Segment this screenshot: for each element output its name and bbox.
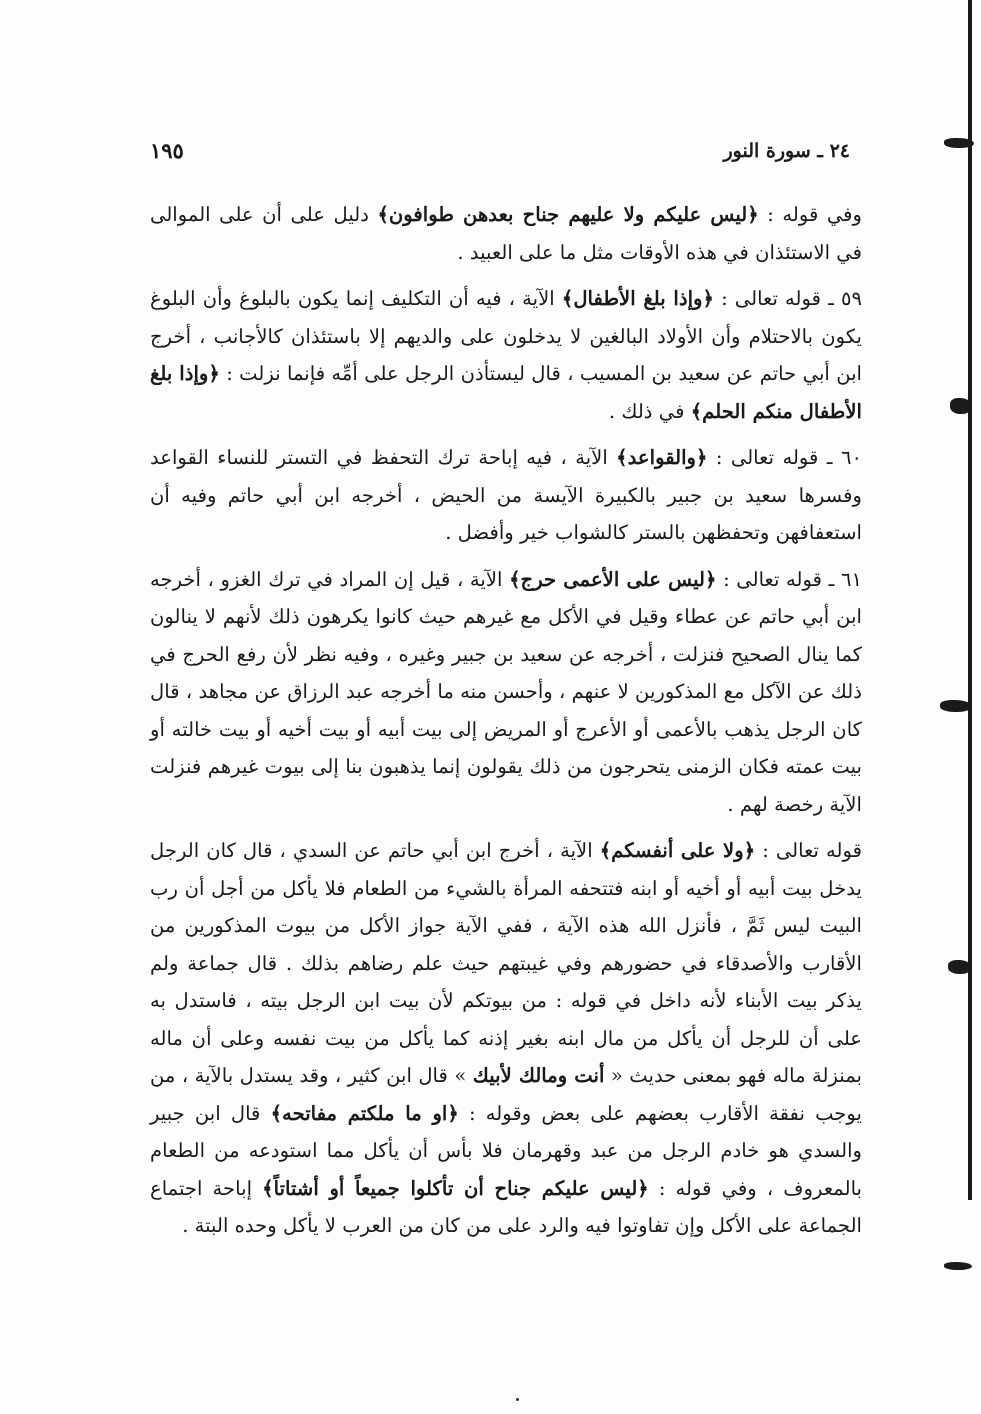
paragraph	[150, 561, 862, 824]
paragraph	[150, 196, 862, 271]
text-segment: الآية ، قيل إن المراد في ترك الغزو ، أخرجه ابن أبي حاتم عن عطاء وقيل في الأكل مع غيرهم حيث كانوا يكرهون ذلك لأنهم لا ينالون كما ينال الصحيح فنزلت ، أخرجه عن سعيد بن جبير وغيره ، وفيه نظر لأن رفع الحرج في ذلك عن الآكل مع المذكورين لا عنهم ، وأحسن منه ما أخرجه عبد الرزاق عن مجاهد ، قال كان الرجل يذهب بالأعمى أو الأعرج أو المريض إلى بيت أبيه أو بيت أخيه أو بيت خالته أو بيت عمته فكان الزمنى يتحرجون من ذلك يقولون إنما يذهبون بنا إلى بيوت غيرهم فنزلت الآية رخصة لهم .	[150, 567, 862, 816]
text-segment: إباحة اجتماع الجماعة على الأكل وإن تفاوتوا فيه والرد على من كان من العرب لا يأكل وحده البتة .	[150, 1176, 862, 1237]
binding-mark	[944, 1262, 972, 1270]
text-segment: وفي قوله :	[758, 203, 862, 226]
quran-quote: ﴿ليس عليكم ولا عليهم جناح بعدهن طوافون﴾	[377, 203, 759, 226]
quran-quote: ﴿ليس عليكم جناح أن تأكلوا جميعاً أو أشتاتاً﴾	[262, 1176, 649, 1200]
text-segment: الآية ، فيه إباحة ترك التحفظ في التستر للنساء القواعد وفسرها سعيد بن جبير بالكبيرة الآيسة من الحيض ، أخرجه ابن أبي حاتم وفيه أن استعفافهن وتحفظهن بالستر كالشواب خير وأفضل .	[150, 446, 862, 544]
binding-mark	[948, 960, 972, 974]
paragraph	[150, 832, 862, 1245]
text-segment: الآية ، أخرج ابن أبي حاتم عن السدي ، قال كان الرجل يدخل بيت أبيه أو أخيه أو ابنه فتتحفه المرأة بالشيء من الطعام فلا يأكل من أجل أن رب البيت ليس ثَمَّ ، فأنزل الله هذه الآية ، ففي الآية جواز الأكل من بيوت المذكورين من الأقارب والأصدقاء في حضورهم وفي غيبتهم حيث علم رضاهم بذلك . قال جماعة ولم يذكر بيت الأبناء لأنه داخل في قوله : من بيوتكم لأن بيت ابن الرجل بيته ، فاستدل به على أن للرجل أن يأكل من مال ابنه بغير إذنه كما يأكل من بيت نفسه وعلى أن ماله بمنزلة ماله فهو بمعنى حديث «	[150, 839, 862, 1087]
page-header	[150, 140, 850, 176]
paragraph	[150, 280, 862, 430]
quran-quote: ﴿والقواعد﴾	[616, 446, 708, 469]
quran-quote: ﴿او ما ملكتم مفاتحه﴾	[270, 1101, 459, 1125]
binding-mark	[944, 138, 974, 148]
text-segment: ٥٩ ـ قوله تعالى :	[713, 287, 863, 310]
text-segment: ٦١ ـ قوله تعالى :	[716, 567, 863, 591]
text-segment: » قال ابن كثير ، وقد يستدل بالآية ، من يوجب نفقة الأقارب بعضهم على بعض وقوله :	[150, 1064, 862, 1125]
text-segment: دليل على أن على الموالى في الاستئذان في هذه الأوقات مثل ما على العبيد .	[150, 203, 862, 264]
scan-speck	[516, 1398, 519, 1401]
text-segment: الآية ، فيه أن التكليف إنما يكون بالبلوغ وأن البلوغ يكون بالاحتلام وأن الأولاد البالغين لا يدخلون على والديهم إلا باستئذان كالأجانب ، أخرج ابن أبي حاتم عن سعيد بن المسيب ، قال ليستأذن الرجل على أمِّه فإنما نزلت :	[150, 287, 863, 385]
body-text	[150, 196, 862, 1254]
text-segment: قوله تعالى :	[755, 839, 862, 862]
binding-mark	[950, 398, 972, 414]
quran-quote: ﴿ليس على الأعمى حرج﴾	[509, 567, 717, 591]
paragraph	[150, 439, 862, 552]
text-segment: ٦٠ ـ قوله تعالى :	[707, 446, 862, 469]
quran-quote: ﴿وإذا بلغ الأطفال منكم الحلم﴾	[150, 362, 862, 423]
running-title: ٢٤ ـ سورة النور	[723, 140, 850, 162]
text-segment: في ذلك .	[608, 399, 691, 423]
quran-quote: ﴿ولا على أنفسكم﴾	[599, 839, 756, 862]
binding-mark	[940, 700, 972, 712]
text-segment: قال ابن جبير والسدي هو خادم الرجل من عبد وقهرمان فلا بأس أن يأكل مما استودعه من الطعام بالمعروف ، وفي قوله :	[150, 1101, 863, 1200]
quran-quote: ﴿وإذا بلغ الأطفال﴾	[561, 287, 714, 310]
page-number: ١٩٥	[150, 138, 184, 163]
quran-quote: أنت ومالك لأبيك	[472, 1064, 605, 1087]
binding-edge	[968, 0, 972, 1200]
